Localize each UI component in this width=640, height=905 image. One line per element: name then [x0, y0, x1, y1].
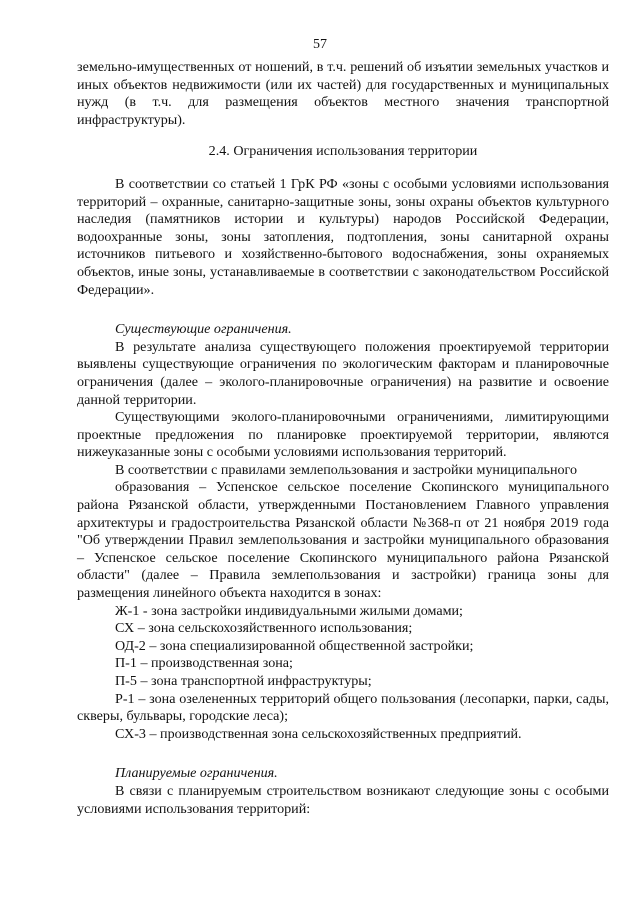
planned-restrictions-heading: Планируемые ограничения.: [115, 765, 278, 782]
zone-item: СХ – зона сельскохозяйственного использования;: [115, 620, 413, 637]
planned-restrictions-paragraph: В связи с планируемым строительством возникают следующие зоны с особыми условиями использования территорий:: [77, 782, 609, 817]
existing-restrictions-heading: Существующие ограничения.: [115, 321, 292, 338]
rules-paragraph-first-line: В соответствии с правилами землепользования и застройки муниципального: [115, 461, 578, 478]
document-body: [77, 59, 609, 818]
page-number: 57: [313, 37, 327, 52]
rules-paragraph-body: [39, 479, 609, 602]
existing-analysis-paragraph: В результате анализа существующего положения проектируемой территории выявлены существующие ограничения по экологическим факторам и планировочные ограничения (далее – эколого-планировочные ограничения) на развитие и освоение данной территории.: [77, 338, 609, 408]
section-heading: 2.4. Ограничения использования территории: [208, 143, 478, 160]
existing-zones-paragraph: Существующими эколого-планировочными ограничениями, лимитирующими проектные предложения по планировке проектируемой территории, являются нижеуказанные зоны с особыми условиями использования территорий.: [77, 409, 609, 461]
zone-item: П-5 – зона транспортной инфраструктуры;: [115, 673, 372, 689]
zone-item: ОД-2 – зона специализированной общественной застройки;: [115, 637, 474, 654]
zone-item: П-1 – производственная зона;: [115, 655, 293, 672]
rules-paragraph-text: образования – Успенское сельское поселение Скопинского муниципального района Рязанской области, утвержденными Постановлением Главного управления архитектуры и градостроительства Рязанской области №368-п от 21 ноября 2019 года "Об утверждении Правил землепользования и застройки муниципального образования – Успенское сельское поселение Скопинского муниципального района Рязанской области" (далее – Правила землепользования и застройки) граница зоны для размещения линейного объекта находится в зонах:: [77, 479, 609, 602]
zone-item: СХ-3 – производственная зона сельскохозяйственных предприятий.: [115, 725, 522, 742]
intro-continuation-paragraph: земельно-имущественных от ношений, в т.ч. решений об изъятии земельных участков и иных объектов недвижимости (или их частей) для государственных и муниципальных нужд (в т.ч. для размещения объектов местного значения транспортной инфраструктуры).: [77, 59, 609, 128]
zone-item: Ж-1 - зона застройки индивидуальными жилыми домами;: [115, 602, 463, 619]
grk-quote-paragraph: В соответствии со статьей 1 ГрК РФ «зоны с особыми условиями использования территорий – охранные, санитарно-защитные зоны, зоны охраны объектов культурного наследия (памятников истории и культуры) народов Российской Федерации, водоохранные зоны, зоны затопления, подтопления, зоны санитарной охраны источников питьевого и хозяйственно-бытового водоснабжения, зоны охраняемых объектов, иные зоны, устанавливаемые в соответствии с законодательством Российской Федерации».: [77, 175, 609, 298]
zone-item: Р-1 – зона озелененных территорий общего пользования (лесопарки, парки, сады, скверы, бульвары, городские леса);: [77, 690, 609, 725]
